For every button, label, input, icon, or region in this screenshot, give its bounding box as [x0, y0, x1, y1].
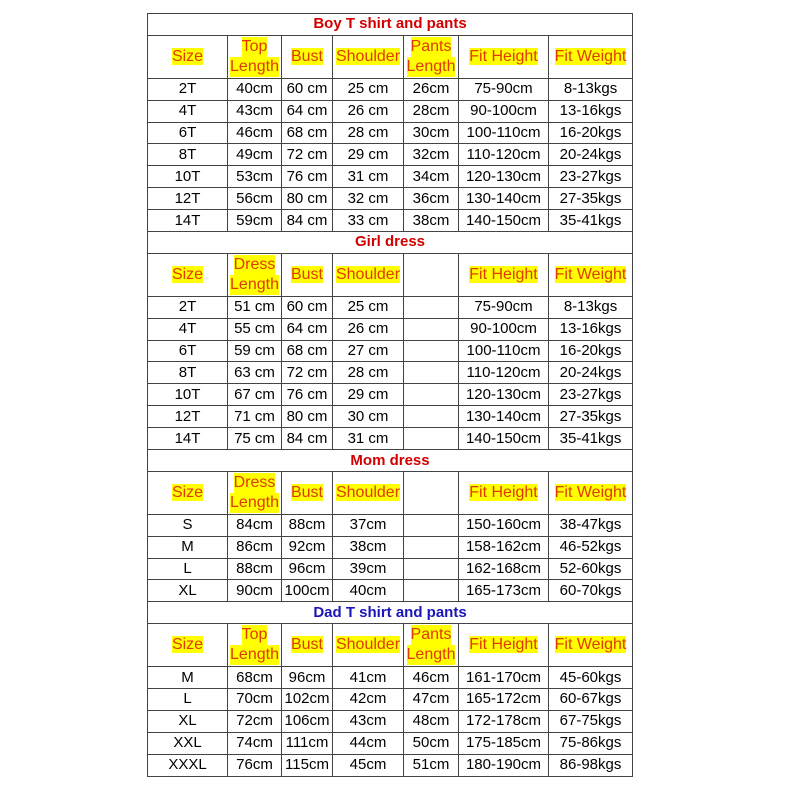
header-fit-weight-label: Fit Weight — [554, 636, 627, 654]
size-cell: XL — [148, 580, 228, 602]
header-shoulder — [333, 35, 404, 78]
pants-cell — [404, 362, 459, 384]
header-size-label: Size — [171, 483, 204, 501]
bust-cell: 115cm — [282, 754, 333, 776]
bust-cell: 80 cm — [282, 406, 333, 428]
mom-section-title-row — [148, 450, 633, 472]
header-shoulder — [333, 624, 404, 667]
header-shoulder-label: Shoulder — [335, 265, 401, 283]
bust-cell: 60 cm — [282, 78, 333, 100]
table-row — [148, 667, 633, 689]
bust-cell: 102cm — [282, 688, 333, 710]
height-cell: 100-110cm — [459, 122, 549, 144]
height-cell: 100-110cm — [459, 340, 549, 362]
weight-cell: 75-86kgs — [549, 732, 633, 754]
dad-header-row — [148, 624, 633, 667]
shoulder-cell: 31 cm — [333, 166, 404, 188]
len-cell: 59cm — [228, 210, 282, 232]
shoulder-cell: 30 cm — [333, 406, 404, 428]
header-fit-weight-label: Fit Weight — [554, 47, 627, 65]
bust-cell: 68 cm — [282, 340, 333, 362]
height-cell: 165-173cm — [459, 580, 549, 602]
height-cell: 165-172cm — [459, 688, 549, 710]
height-cell: 75-90cm — [459, 296, 549, 318]
header-bust-label: Bust — [290, 265, 323, 283]
height-cell: 175-185cm — [459, 732, 549, 754]
weight-cell: 86-98kgs — [549, 754, 633, 776]
size-chart-table — [147, 13, 633, 777]
header-bust-label: Bust — [290, 483, 323, 501]
table-row — [148, 754, 633, 776]
header-size — [148, 253, 228, 296]
len-cell: 72cm — [228, 710, 282, 732]
shoulder-cell: 31 cm — [333, 428, 404, 450]
weight-cell: 52-60kgs — [549, 558, 633, 580]
len-cell: 71 cm — [228, 406, 282, 428]
shoulder-cell: 42cm — [333, 688, 404, 710]
header-fit-weight — [549, 471, 633, 514]
size-cell: 4T — [148, 100, 228, 122]
height-cell: 120-130cm — [459, 166, 549, 188]
shoulder-cell: 45cm — [333, 754, 404, 776]
header-length-line1: Dress — [233, 255, 276, 273]
header-size-label: Size — [171, 265, 204, 283]
height-cell: 180-190cm — [459, 754, 549, 776]
table-row — [148, 384, 633, 406]
weight-cell: 38-47kgs — [549, 514, 633, 536]
table-row — [148, 318, 633, 340]
pants-cell: 50cm — [404, 732, 459, 754]
weight-cell: 13-16kgs — [549, 318, 633, 340]
table-row — [148, 362, 633, 384]
table-row — [148, 188, 633, 210]
pants-cell: 51cm — [404, 754, 459, 776]
header-shoulder-label: Shoulder — [335, 636, 401, 654]
header-size — [148, 624, 228, 667]
weight-cell: 46-52kgs — [549, 536, 633, 558]
height-cell: 130-140cm — [459, 188, 549, 210]
header-shoulder — [333, 253, 404, 296]
header-pants-line2: Length — [406, 646, 456, 664]
len-cell: 86cm — [228, 536, 282, 558]
size-cell: L — [148, 558, 228, 580]
weight-cell: 60-70kgs — [549, 580, 633, 602]
header-fit-height-label: Fit Height — [469, 636, 538, 654]
table-row — [148, 732, 633, 754]
bust-cell: 76 cm — [282, 166, 333, 188]
table-row — [148, 558, 633, 580]
len-cell: 67 cm — [228, 384, 282, 406]
weight-cell: 27-35kgs — [549, 406, 633, 428]
header-length — [228, 471, 282, 514]
shoulder-cell: 41cm — [333, 667, 404, 689]
size-cell: 10T — [148, 384, 228, 406]
size-cell: 4T — [148, 318, 228, 340]
height-cell: 90-100cm — [459, 318, 549, 340]
shoulder-cell: 44cm — [333, 732, 404, 754]
size-cell: XXXL — [148, 754, 228, 776]
len-cell: 84cm — [228, 514, 282, 536]
shoulder-cell: 29 cm — [333, 384, 404, 406]
len-cell: 43cm — [228, 100, 282, 122]
shoulder-cell: 27 cm — [333, 340, 404, 362]
header-shoulder — [333, 471, 404, 514]
girl-section-title: Girl dress — [148, 232, 633, 254]
size-cell: 6T — [148, 340, 228, 362]
height-cell: 110-120cm — [459, 362, 549, 384]
height-cell: 75-90cm — [459, 78, 549, 100]
header-size — [148, 471, 228, 514]
size-cell: 10T — [148, 166, 228, 188]
table-row — [148, 100, 633, 122]
len-cell: 63 cm — [228, 362, 282, 384]
shoulder-cell: 39cm — [333, 558, 404, 580]
size-cell: 2T — [148, 296, 228, 318]
header-length — [228, 624, 282, 667]
weight-cell: 23-27kgs — [549, 166, 633, 188]
shoulder-cell: 26 cm — [333, 100, 404, 122]
weight-cell: 20-24kgs — [549, 144, 633, 166]
shoulder-cell: 33 cm — [333, 210, 404, 232]
size-cell: 8T — [148, 362, 228, 384]
header-bust — [282, 624, 333, 667]
bust-cell: 60 cm — [282, 296, 333, 318]
header-length-line1: Top — [241, 626, 268, 644]
header-fit-weight — [549, 624, 633, 667]
bust-cell: 111cm — [282, 732, 333, 754]
header-length-line2: Length — [230, 57, 279, 75]
header-size — [148, 35, 228, 78]
shoulder-cell: 40cm — [333, 580, 404, 602]
pants-cell — [404, 340, 459, 362]
size-cell: XXL — [148, 732, 228, 754]
mom-section-title: Mom dress — [148, 450, 633, 472]
table-row — [148, 340, 633, 362]
size-cell: 14T — [148, 428, 228, 450]
header-fit-height — [459, 253, 549, 296]
bust-cell: 96cm — [282, 667, 333, 689]
height-cell: 162-168cm — [459, 558, 549, 580]
boy-section-title-row — [148, 14, 633, 36]
header-bust — [282, 253, 333, 296]
header-pants-length — [404, 471, 459, 514]
pants-cell — [404, 384, 459, 406]
bust-cell: 72 cm — [282, 362, 333, 384]
height-cell: 110-120cm — [459, 144, 549, 166]
bust-cell: 96cm — [282, 558, 333, 580]
header-pants-line1: Pants — [410, 37, 452, 55]
table-row — [148, 514, 633, 536]
header-pants-line1: Pants — [410, 626, 452, 644]
height-cell: 140-150cm — [459, 428, 549, 450]
header-size-label: Size — [171, 636, 204, 654]
table-row — [148, 688, 633, 710]
header-fit-height — [459, 471, 549, 514]
header-fit-height-label: Fit Height — [469, 47, 538, 65]
shoulder-cell: 29 cm — [333, 144, 404, 166]
shoulder-cell: 28 cm — [333, 122, 404, 144]
bust-cell: 64 cm — [282, 100, 333, 122]
bust-cell: 88cm — [282, 514, 333, 536]
height-cell: 161-170cm — [459, 667, 549, 689]
table-row — [148, 166, 633, 188]
boy-header-row — [148, 35, 633, 78]
bust-cell: 76 cm — [282, 384, 333, 406]
weight-cell: 23-27kgs — [549, 384, 633, 406]
height-cell: 150-160cm — [459, 514, 549, 536]
header-bust — [282, 35, 333, 78]
size-cell: 6T — [148, 122, 228, 144]
bust-cell: 84 cm — [282, 428, 333, 450]
size-cell: 12T — [148, 406, 228, 428]
len-cell: 49cm — [228, 144, 282, 166]
len-cell: 70cm — [228, 688, 282, 710]
weight-cell: 27-35kgs — [549, 188, 633, 210]
len-cell: 74cm — [228, 732, 282, 754]
pants-cell: 46cm — [404, 667, 459, 689]
weight-cell: 20-24kgs — [549, 362, 633, 384]
height-cell: 90-100cm — [459, 100, 549, 122]
boy-section-title: Boy T shirt and pants — [148, 14, 633, 36]
shoulder-cell: 32 cm — [333, 188, 404, 210]
girl-header-row — [148, 253, 633, 296]
table-row — [148, 78, 633, 100]
bust-cell: 100cm — [282, 580, 333, 602]
shoulder-cell: 43cm — [333, 710, 404, 732]
table-row — [148, 406, 633, 428]
pants-cell: 36cm — [404, 188, 459, 210]
size-cell: XL — [148, 710, 228, 732]
header-fit-weight-label: Fit Weight — [554, 483, 627, 501]
header-pants-length — [404, 624, 459, 667]
table-row — [148, 210, 633, 232]
len-cell: 88cm — [228, 558, 282, 580]
height-cell: 172-178cm — [459, 710, 549, 732]
weight-cell: 16-20kgs — [549, 122, 633, 144]
header-bust-label: Bust — [290, 47, 323, 65]
size-cell: 2T — [148, 78, 228, 100]
header-fit-height — [459, 35, 549, 78]
len-cell: 59 cm — [228, 340, 282, 362]
header-length-line2: Length — [230, 275, 279, 293]
table-row — [148, 710, 633, 732]
header-fit-height — [459, 624, 549, 667]
pants-cell: 30cm — [404, 122, 459, 144]
size-cell: M — [148, 667, 228, 689]
shoulder-cell: 38cm — [333, 536, 404, 558]
size-cell: 12T — [148, 188, 228, 210]
header-length-line2: Length — [230, 493, 279, 511]
pants-cell — [404, 428, 459, 450]
weight-cell: 67-75kgs — [549, 710, 633, 732]
pants-cell — [404, 558, 459, 580]
len-cell: 55 cm — [228, 318, 282, 340]
len-cell: 53cm — [228, 166, 282, 188]
len-cell: 51 cm — [228, 296, 282, 318]
bust-cell: 106cm — [282, 710, 333, 732]
len-cell: 90cm — [228, 580, 282, 602]
header-length — [228, 35, 282, 78]
weight-cell: 35-41kgs — [549, 428, 633, 450]
bust-cell: 84 cm — [282, 210, 333, 232]
bust-cell: 68 cm — [282, 122, 333, 144]
header-bust-label: Bust — [290, 636, 323, 654]
pants-cell — [404, 406, 459, 428]
pants-cell — [404, 318, 459, 340]
weight-cell: 35-41kgs — [549, 210, 633, 232]
size-cell: 8T — [148, 144, 228, 166]
header-shoulder-label: Shoulder — [335, 483, 401, 501]
girl-section-title-row — [148, 232, 633, 254]
shoulder-cell: 25 cm — [333, 296, 404, 318]
height-cell: 140-150cm — [459, 210, 549, 232]
table-row — [148, 580, 633, 602]
len-cell: 76cm — [228, 754, 282, 776]
pants-cell: 38cm — [404, 210, 459, 232]
weight-cell: 45-60kgs — [549, 667, 633, 689]
pants-cell: 48cm — [404, 710, 459, 732]
header-size-label: Size — [171, 47, 204, 65]
pants-cell: 34cm — [404, 166, 459, 188]
weight-cell: 16-20kgs — [549, 340, 633, 362]
height-cell: 130-140cm — [459, 406, 549, 428]
pants-cell: 47cm — [404, 688, 459, 710]
header-pants-length — [404, 253, 459, 296]
header-fit-height-label: Fit Height — [469, 265, 538, 283]
pants-cell: 32cm — [404, 144, 459, 166]
size-cell: S — [148, 514, 228, 536]
dad-section-title: Dad T shirt and pants — [148, 602, 633, 624]
header-length-line1: Dress — [233, 473, 276, 491]
bust-cell: 72 cm — [282, 144, 333, 166]
pants-cell — [404, 580, 459, 602]
header-length-line1: Top — [241, 37, 268, 55]
len-cell: 46cm — [228, 122, 282, 144]
table-row — [148, 122, 633, 144]
dad-section-title-row — [148, 602, 633, 624]
header-fit-weight — [549, 35, 633, 78]
header-fit-weight-label: Fit Weight — [554, 265, 627, 283]
size-cell: L — [148, 688, 228, 710]
header-pants-line2: Length — [406, 57, 456, 75]
shoulder-cell: 26 cm — [333, 318, 404, 340]
pants-cell: 28cm — [404, 100, 459, 122]
pants-cell — [404, 296, 459, 318]
len-cell: 68cm — [228, 667, 282, 689]
bust-cell: 64 cm — [282, 318, 333, 340]
pants-cell: 26cm — [404, 78, 459, 100]
header-fit-weight — [549, 253, 633, 296]
table-row — [148, 144, 633, 166]
header-shoulder-label: Shoulder — [335, 47, 401, 65]
shoulder-cell: 25 cm — [333, 78, 404, 100]
len-cell: 56cm — [228, 188, 282, 210]
table-row — [148, 296, 633, 318]
height-cell: 120-130cm — [459, 384, 549, 406]
len-cell: 40cm — [228, 78, 282, 100]
shoulder-cell: 37cm — [333, 514, 404, 536]
header-fit-height-label: Fit Height — [469, 483, 538, 501]
size-cell: M — [148, 536, 228, 558]
mom-header-row — [148, 471, 633, 514]
weight-cell: 8-13kgs — [549, 296, 633, 318]
bust-cell: 80 cm — [282, 188, 333, 210]
header-length-line2: Length — [230, 646, 279, 664]
shoulder-cell: 28 cm — [333, 362, 404, 384]
table-row — [148, 428, 633, 450]
size-cell: 14T — [148, 210, 228, 232]
weight-cell: 13-16kgs — [549, 100, 633, 122]
weight-cell: 60-67kgs — [549, 688, 633, 710]
len-cell: 75 cm — [228, 428, 282, 450]
bust-cell: 92cm — [282, 536, 333, 558]
pants-cell — [404, 514, 459, 536]
header-length — [228, 253, 282, 296]
header-bust — [282, 471, 333, 514]
pants-cell — [404, 536, 459, 558]
table-row — [148, 536, 633, 558]
header-pants-length — [404, 35, 459, 78]
height-cell: 158-162cm — [459, 536, 549, 558]
weight-cell: 8-13kgs — [549, 78, 633, 100]
